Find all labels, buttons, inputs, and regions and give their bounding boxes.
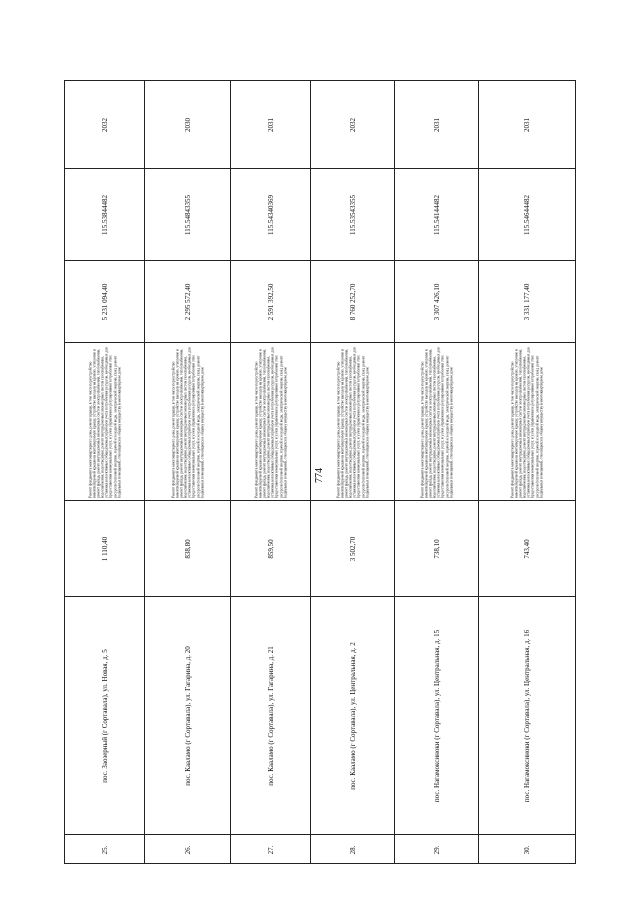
area-cell: 738,10 (395, 501, 478, 597)
code-cell: 115.54340369 (231, 169, 310, 261)
address-cell: пос. Кааламо (г Сортавала), ул. Центральная, д. 2 (311, 597, 394, 835)
address-cell: пос. Кааламо (г Сортавала), ул. Гагарина, д. 20 (145, 597, 230, 835)
works-cell: Ремонт фундамента многоквартирного дома, ремонт крыши, в том числе переустройство невентилируемой крыши на вентилируемую крышу, устройство выходов на кровлю, утепление и ремонт фасада, ремонт внутридомовых инженерных систем электроснабжения, теплоснабжения, водоснабжения, водоотведения, ремонт внутридомовых инженерных систем газоснабжения, установка коллективных (общедомовых) приборов учета потребления ресурсов, необходимых для предоставления коммунальных услуг, и узлов управления и регулирования потребления этих ресурсов (тепловой энергии, горячей и холодной воды, электрической энергии, газа), ремонт подвальных помещений, относящихся к общему имуществу в многоквартирном доме (231, 343, 310, 501)
works-cell: Ремонт фундамента многоквартирного дома, ремонт крыши, в том числе переустройство невентилируемой крыши на вентилируемую крышу, устройство выходов на кровлю, утепление и ремонт фасада, ремонт внутридомовых инженерных систем электроснабжения, теплоснабжения, водоснабжения, водоотведения, ремонт внутридомовых инженерных систем газоснабжения, установка коллективных (общедомовых) приборов учета потребления ресурсов, необходимых для предоставления коммунальных услуг, и узлов управления и регулирования потребления этих ресурсов (тепловой энергии, горячей и холодной воды, электрической энергии, газа), ремонт подвальных помещений, относящихся к общему имуществу в многоквартирном доме (311, 343, 394, 501)
area-cell: 3 502,70 (311, 501, 394, 597)
cost-cell: 3 307 426,10 (395, 261, 478, 343)
year-cell: 2031 (231, 81, 310, 169)
year-cell: 2032 (65, 81, 144, 169)
address-cell: пос. Нагамоксиноки (г Сортавала), ул. Центральная, д. 16 (479, 597, 575, 835)
works-cell: Ремонт фундамента многоквартирного дома, ремонт крыши, в том числе переустройство невентилируемой крыши на вентилируемую крышу, устройство выходов на кровлю, утепление и ремонт фасада, ремонт внутридомовых инженерных систем электроснабжения, теплоснабжения, водоснабжения, водоотведения, ремонт внутридомовых инженерных систем газоснабжения, установка коллективных (общедомовых) приборов учета потребления ресурсов, необходимых для предоставления коммунальных услуг, и узлов управления и регулирования потребления этих ресурсов (тепловой энергии, горячей и холодной воды, электрической энергии, газа), ремонт подвальных помещений, относящихся к общему имуществу в многоквартирном доме (65, 343, 144, 501)
row-number-cell: 29. (432, 845, 441, 855)
year-cell: 2030 (145, 81, 230, 169)
table-row (479, 81, 575, 863)
area-cell: 743,40 (479, 501, 575, 597)
cost-cell: 2 591 392,50 (231, 261, 310, 343)
cost-cell: 2 295 572,40 (145, 261, 230, 343)
code-cell: 115.54144482 (395, 169, 478, 261)
area-cell: 838,80 (145, 501, 230, 597)
row-number-cell: 28. (348, 845, 357, 855)
code-cell: 115.54644482 (479, 169, 575, 261)
year-cell: 2031 (479, 81, 575, 169)
year-cell: 2032 (311, 81, 394, 169)
page-number: 774 (314, 468, 325, 483)
table-row (311, 81, 395, 863)
cost-cell: 8 760 252,70 (311, 261, 394, 343)
code-cell: 115.53543355 (311, 169, 394, 261)
works-cell: Ремонт фундамента многоквартирного дома, ремонт крыши, в том числе переустройство невентилируемой крыши на вентилируемую крышу, устройство выходов на кровлю, утепление и ремонт фасада, ремонт внутридомовых инженерных систем электроснабжения, теплоснабжения, водоснабжения, водоотведения, ремонт внутридомовых инженерных систем газоснабжения, установка коллективных (общедомовых) приборов учета потребления ресурсов, необходимых для предоставления коммунальных услуг, и узлов управления и регулирования потребления этих ресурсов (тепловой энергии, горячей и холодной воды, электрической энергии, газа), ремонт подвальных помещений, относящихся к общему имуществу в многоквартирном доме (145, 343, 230, 501)
address-cell: пос. Нагамоксиноки (г Сортавала), ул. Центральная, д. 15 (395, 597, 478, 835)
row-number-cell: 30. (523, 845, 531, 855)
row-number-cell: 25. (100, 845, 109, 855)
row-number-cell: 26. (183, 845, 192, 855)
table-row (395, 81, 479, 863)
year-cell: 2031 (395, 81, 478, 169)
capital-repair-table (64, 80, 576, 864)
address-cell: пос. Кааламо (г Сортавала), ул. Гагарина, д. 21 (231, 597, 310, 835)
row-number-cell: 27. (266, 845, 275, 855)
cost-cell: 3 331 177,40 (479, 261, 575, 343)
area-cell: 1 110,40 (65, 501, 144, 597)
address-cell: пос. Заозерный (г Сортавала), ул. Новая, д. 5 (65, 597, 144, 835)
works-cell: Ремонт фундамента многоквартирного дома, ремонт крыши, в том числе переустройство невентилируемой крыши на вентилируемую крышу, устройство выходов на кровлю, утепление и ремонт фасада, ремонт внутридомовых инженерных систем электроснабжения, теплоснабжения, водоснабжения, водоотведения, ремонт внутридомовых инженерных систем газоснабжения, установка коллективных (общедомовых) приборов учета потребления ресурсов, необходимых для предоставления коммунальных услуг, и узлов управления и регулирования потребления этих ресурсов (тепловой энергии, горячей и холодной воды, электрической энергии, газа), ремонт подвальных помещений, относящихся к общему имуществу в многоквартирном доме (395, 343, 478, 501)
table-row (231, 81, 311, 863)
code-cell: 115.53844482 (65, 169, 144, 261)
code-cell: 115.54843355 (145, 169, 230, 261)
cost-cell: 5 231 094,40 (65, 261, 144, 343)
table-row (65, 81, 145, 863)
table-row (145, 81, 231, 863)
area-cell: 859,50 (231, 501, 310, 597)
works-cell: Ремонт фундамента многоквартирного дома, ремонт крыши, в том числе переустройство невентилируемой крыши на вентилируемую крышу, устройство выходов на кровлю, утепление и ремонт фасада, ремонт внутридомовых инженерных систем электроснабжения, теплоснабжения, водоснабжения, водоотведения, ремонт внутридомовых инженерных систем газоснабжения, установка коллективных (общедомовых) приборов учета потребления ресурсов, необходимых для предоставления коммунальных услуг, и узлов управления и регулирования потребления этих ресурсов (тепловой энергии, горячей и холодной воды, электрической энергии, газа), ремонт подвальных помещений, относящихся к общему имуществу в многоквартирном доме (479, 343, 575, 501)
